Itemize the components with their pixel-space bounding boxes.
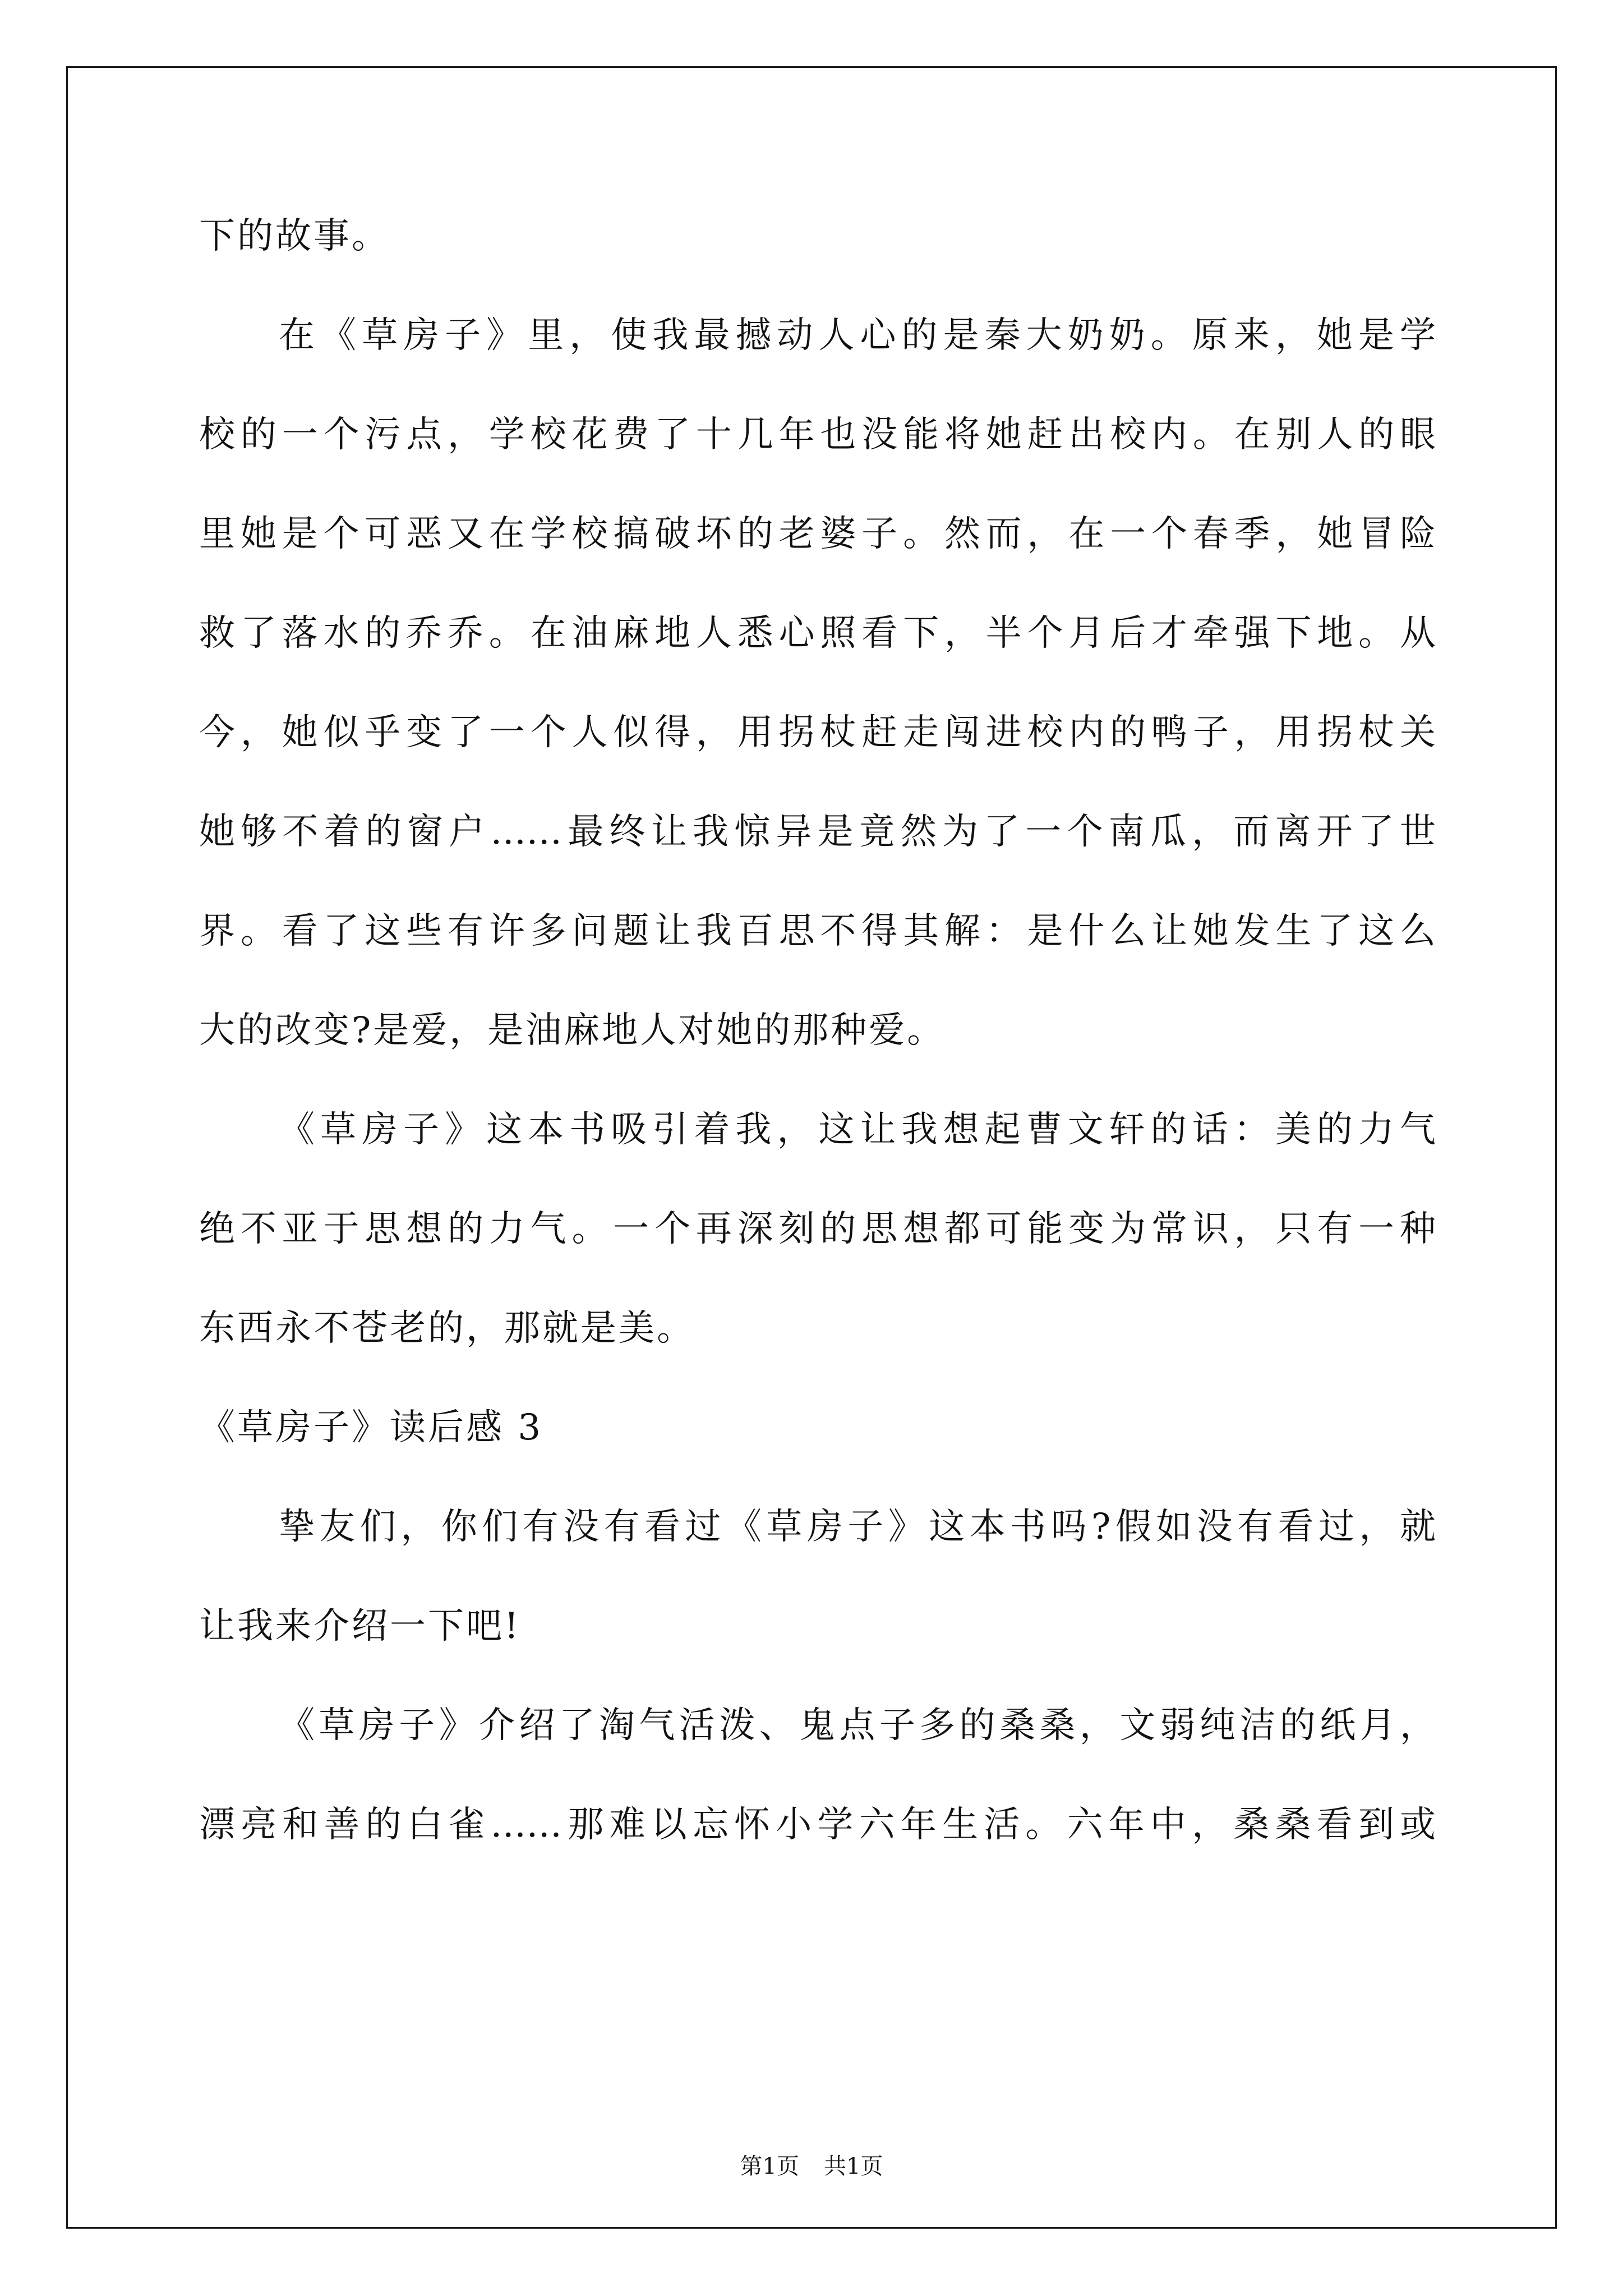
page-total: 共1页 xyxy=(824,2154,883,2179)
paragraph-line: 漂亮和善的白雀……那难以忘怀小学六年生活。六年中，桑桑看到或 xyxy=(199,1804,1436,1846)
paragraph-line: 界。看了这些有许多问题让我百思不得其解：是什么让她发生了这么 xyxy=(199,910,1436,952)
paragraph-line: 今，她似乎变了一个人似得，用拐杖赶走闯进校内的鸭子，用拐杖关 xyxy=(199,712,1436,753)
document-body xyxy=(199,206,1436,1855)
paragraph-line: 她够不着的窗户……最终让我惊异是竟然为了一个南瓜，而离开了世 xyxy=(199,811,1436,853)
paragraph-line: 挚友们，你们有没有看过《草房子》这本书吗?假如没有看过，就 xyxy=(279,1506,1436,1548)
paragraph-line: 救了落水的乔乔。在油麻地人悉心照看下，半个月后才牵强下地。从 xyxy=(199,613,1436,654)
paragraph-line: 《草房子》这本书吸引着我，这让我想起曹文轩的话：美的力气 xyxy=(279,1109,1436,1151)
paragraph-line: 里她是个可恶又在学校搞破坏的老婆子。然而，在一个春季，她冒险 xyxy=(199,513,1436,555)
page-footer xyxy=(0,2148,1623,2180)
paragraph-line: 《草房子》介绍了淘气活泼、鬼点子多的桑桑，文弱纯洁的纸月， xyxy=(279,1705,1436,1746)
paragraph-line: 东西永不苍老的，那就是美。 xyxy=(199,1308,695,1349)
section-heading: 《草房子》读后感 3 xyxy=(199,1407,543,1448)
paragraph-line: 在《草房子》里，使我最撼动人心的是秦大奶奶。原来，她是学 xyxy=(279,315,1436,356)
paragraph-line: 校的一个污点，学校花费了十几年也没能将她赶出校内。在别人的眼 xyxy=(199,414,1436,455)
paragraph-line: 大的改变?是爱，是油麻地人对她的那种爱。 xyxy=(199,1010,946,1051)
paragraph-line: 绝不亚于思想的力气。一个再深刻的思想都可能变为常识，只有一种 xyxy=(199,1208,1436,1250)
paragraph-line: 让我来介绍一下吧! xyxy=(199,1605,521,1647)
page-number: 第1页 xyxy=(740,2154,799,2179)
paragraph-line: 下的故事。 xyxy=(199,215,390,257)
